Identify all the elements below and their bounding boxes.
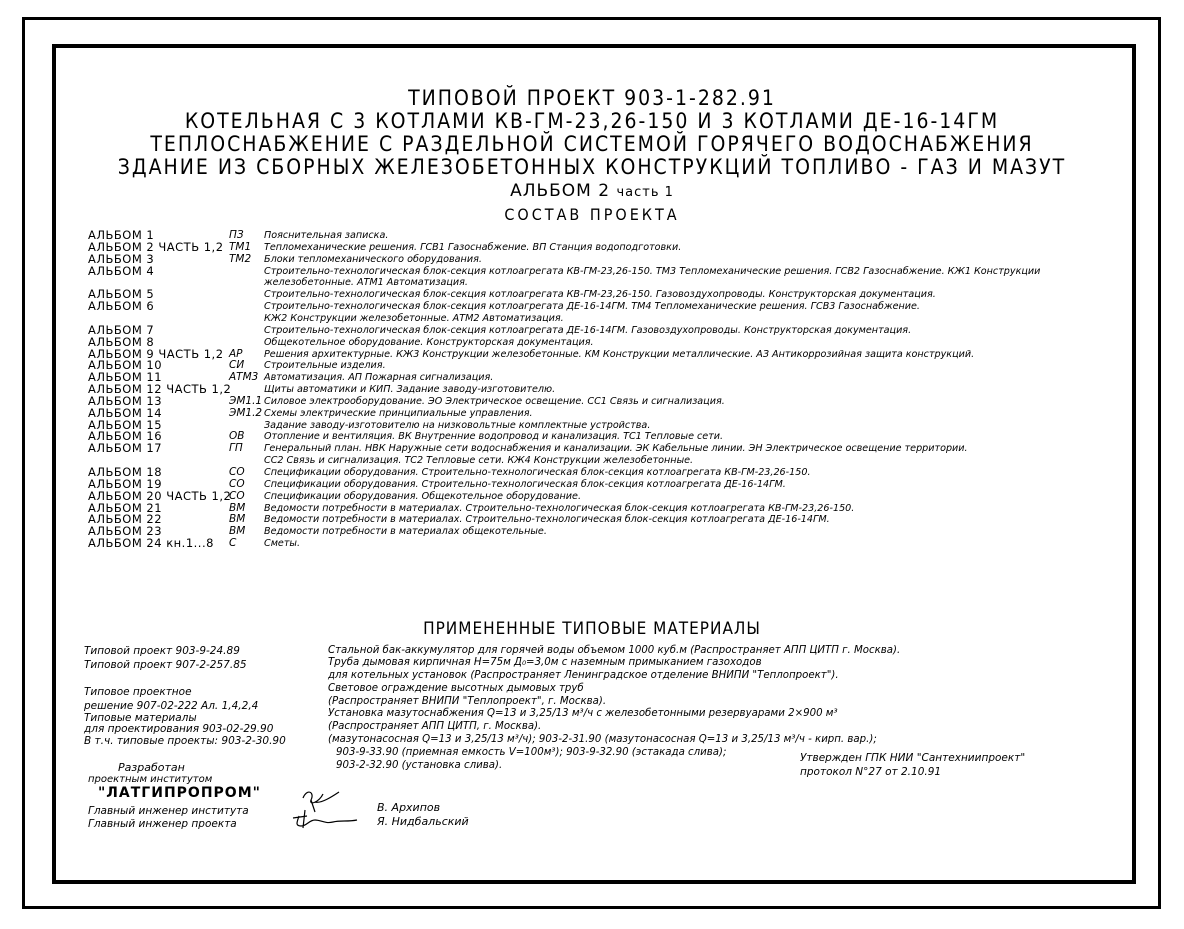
composition-album: АЛЬБОМ 20 ЧАСТЬ 1,2: [88, 488, 232, 503]
composition-code: ВМ: [229, 513, 246, 526]
material-description: (мазутонасосная Q=13 и 3,25/13 м³/ч); 903-2-31.90 (мазутонасосная Q=13 и 3,25/13 м³/ч - кирп. вар.);: [328, 734, 877, 745]
composition-album: АЛЬБОМ 12 ЧАСТЬ 1,2: [88, 382, 232, 396]
composition-description: Строительно-технологическая блок-секция котлоагрегата ДЕ-16-14ГМ. Газовоздухопроводы. Конструкторская документация.: [264, 324, 912, 336]
signature-nidbalsky: [293, 810, 357, 828]
material-reference: Типовые материалы: [84, 712, 197, 724]
composition-code: ВМ: [229, 525, 246, 538]
composition-description: Задание заводу-изготовителю на низковольтные комплектные устройства.: [264, 419, 651, 431]
composition-description: железобетонные. АТМ1 Автоматизация.: [264, 277, 468, 289]
composition-code: ВМ: [229, 501, 246, 514]
project-title: ТИПОВОЙ ПРОЕКТ 903-1-282.91: [408, 86, 776, 110]
composition-code: АТМ3: [229, 371, 259, 384]
material-description: (Распространяет ВНИПИ "Теплопроект", г. Москва).: [328, 696, 607, 707]
composition-album: АЛЬБОМ 1: [88, 228, 155, 242]
album-label: АЛЬБОМ 2: [510, 181, 611, 201]
material-description: Труба дымовая кирпичная Н=75м Д₀=3,0м с наземным примыканием газоходов: [328, 657, 762, 668]
composition-code: С: [229, 537, 237, 550]
composition-album: АЛЬБОМ 6: [88, 299, 155, 314]
developer-label: Разработан: [118, 761, 185, 774]
materials-title: ПРИМЕНЕННЫЕ ТИПОВЫЕ МАТЕРИАЛЫ: [423, 619, 761, 639]
composition-album: АЛЬБОМ 22: [88, 512, 163, 527]
material-description: (Распространяет АПП ЦИТП, г. Москва).: [328, 721, 542, 732]
composition-description: Пояснительная записка.: [264, 230, 389, 241]
composition-album: АЛЬБОМ 18: [88, 465, 163, 479]
material-description: для котельных установок (Распространяет Ленинградское отделение ВНИПИ "Теплопроект").: [328, 670, 839, 681]
composition-album: АЛЬБОМ 8: [88, 334, 155, 349]
signatures: [285, 782, 375, 832]
composition-description: Щиты автоматики и КИП. Задание заводу-изготовителю.: [264, 384, 556, 395]
composition-description: Решения архитектурные. КЖ3 Конструкции железобетонные. КМ Конструкции металлические. АЗ Антикоррозийная защита конструкций.: [264, 348, 975, 360]
composition-description: Ведомости потребности в материалах. Строительно-технологическая блок-секция котлоагрегата ДЕ-16-14ГМ.: [264, 514, 830, 526]
composition-code: ПЗ: [229, 229, 244, 241]
material-reference: В т.ч. типовые проекты: 903-2-30.90: [84, 735, 286, 747]
developer-org: "ЛАТГИПРОПРОМ": [98, 785, 261, 801]
material-description: 903-9-33.90 (приемная емкость V=100м³); 903-9-32.90 (эстакада слива);: [336, 747, 727, 758]
material-reference: Типовой проект 903-9-24.89: [84, 645, 240, 657]
composition-album: АЛЬБОМ 3: [88, 251, 155, 266]
composition-code: СО: [229, 466, 245, 478]
composition-album: АЛЬБОМ 5: [88, 287, 155, 302]
signature-arkhipov: [303, 792, 339, 812]
composition-code: ТМ1: [229, 240, 252, 253]
composition-description: Спецификации оборудования. Строительно-технологическая блок-секция котлоагрегата КВ-ГМ-23,26-150.: [264, 467, 811, 478]
chief-engineer-project-label: Главный инженер проекта: [88, 818, 237, 830]
composition-description: Общекотельное оборудование. Конструкторская документация.: [264, 336, 594, 348]
composition-description: Генеральный план. НВК Наружные сети водоснабжения и канализации. ЭК Кабельные линии. ЭН Электрическое освещение территории.: [264, 443, 968, 455]
composition-album: АЛЬБОМ 13: [88, 393, 163, 408]
material-reference: Типовой проект 907-2-257.85: [84, 659, 247, 671]
composition-album: АЛЬБОМ 24 кн.1...8: [88, 536, 214, 551]
material-reference: для проектирования 903-02-29.90: [84, 723, 274, 735]
composition-description: Строительно-технологическая блок-секция котлоагрегата КВ-ГМ-23,26-150. Газовоздухопроводы. Конструкторская документация.: [264, 289, 936, 301]
album-part: часть 1: [616, 185, 674, 200]
composition-album: АЛЬБОМ 10: [88, 358, 163, 373]
composition-album: АЛЬБОМ 16: [88, 429, 163, 444]
material-description: Световое ограждение высотных дымовых труб: [328, 683, 584, 694]
composition-code: СИ: [229, 359, 245, 372]
composition-code: ТМ2: [229, 252, 252, 265]
composition-album: АЛЬБОМ 23: [88, 524, 163, 539]
composition-code: ГП: [229, 442, 243, 455]
chief-engineer-institute-label: Главный инженер института: [88, 805, 249, 817]
material-description: Установка мазутоснабжения Q=13 и 3,25/13 м³/ч с железобетонными резервуарами 2×900 м³: [328, 708, 838, 719]
composition-description: Блоки тепломеханического оборудования.: [264, 253, 482, 265]
composition-description: Отопление и вентиляция. ВК Внутренние водопровод и канализация. ТС1 Тепловые сети.: [264, 431, 724, 443]
composition-album: АЛЬБОМ 19: [88, 476, 163, 491]
composition-album: АЛЬБОМ 11: [88, 370, 163, 385]
composition-album: АЛЬБОМ 14: [88, 405, 163, 420]
composition-code: ОВ: [229, 430, 245, 443]
composition-album: АЛЬБОМ 4: [88, 263, 155, 278]
developer-institute-label: проектным институтом: [88, 774, 213, 785]
material-reference: решение 907-02-222 Ал. 1,4,2,4: [84, 700, 259, 712]
signatory-name-2: Я. Нидбальский: [377, 815, 469, 828]
approval-line: Утвержден ГПК НИИ "Сантехниипроект": [800, 752, 1026, 764]
composition-description: Тепломеханические решения. ГСВ1 Газоснабжение. ВП Станция водоподготовки.: [264, 241, 682, 253]
composition-code: СО: [229, 477, 245, 490]
composition-code: ЭМ1.2: [229, 406, 263, 419]
composition-description: Ведомости потребности в материалах общекотельные.: [264, 526, 547, 538]
composition-description: КЖ2 Конструкции железобетонные. АТМ2 Автоматизация.: [264, 312, 564, 324]
material-reference: Типовое проектное: [84, 686, 192, 698]
composition-description: Строительные изделия.: [264, 360, 386, 372]
composition-description: Ведомости потребности в материалах. Строительно-технологическая блок-секция котлоагрегата КВ-ГМ-23,26-150.: [264, 502, 855, 514]
composition-code: СО: [229, 489, 245, 502]
composition-code: АР: [229, 347, 243, 360]
material-description: 903-2-32.90 (установка слива).: [336, 760, 503, 771]
composition-album: АЛЬБОМ 21: [88, 500, 163, 515]
composition-description: СС2 Связь и сигнализация. ТС2 Тепловые сети. КЖ4 Конструкции железобетонные.: [264, 455, 694, 467]
composition-description: Автоматизация. АП Пожарная сигнализация.: [264, 372, 494, 384]
composition-code: ЭМ1.1: [229, 394, 263, 407]
composition-description: Схемы электрические принципиальные управления.: [264, 407, 533, 419]
composition-album: АЛЬБОМ 15: [88, 417, 163, 432]
composition-description: Спецификации оборудования. Строительно-технологическая блок-секция котлоагрегата ДЕ-16-14ГМ.: [264, 478, 786, 490]
signatory-name-1: В. Архипов: [377, 801, 441, 814]
approval-protocol: протокол N°27 от 2.10.91: [800, 766, 942, 778]
composition-description: Строительно-технологическая блок-секция котлоагрегата КВ-ГМ-23,26-150. ТМ3 Тепломеханические решения. ГСВ2 Газоснабжение. КЖ1 Конструкции: [264, 265, 1041, 277]
composition-description: Спецификации оборудования. Общекотельное оборудование.: [264, 490, 581, 502]
project-subtitle-boilers: КОТЕЛЬНАЯ С 3 КОТЛАМИ КВ-ГМ-23,26-150 И 3 КОТЛАМИ ДЕ-16-14ГМ: [184, 109, 1000, 133]
composition-description: Строительно-технологическая блок-секция котлоагрегата ДЕ-16-14ГМ. ТМ4 Тепломеханические решения. ГСВ3 Газоснабжение.: [264, 301, 920, 313]
composition-album: АЛЬБОМ 17: [88, 441, 163, 456]
composition-description: Силовое электрооборудование. ЭО Электрическое освещение. СС1 Связь и сигнализация.: [264, 395, 725, 407]
album-heading: [0, 181, 1184, 201]
composition-album: АЛЬБОМ 7: [88, 322, 155, 337]
project-subtitle-building: ЗДАНИЕ ИЗ СБОРНЫХ ЖЕЛЕЗОБЕТОННЫХ КОНСТРУКЦИЙ ТОПЛИВО - ГАЗ И МАЗУТ: [117, 155, 1067, 179]
material-description: Стальной бак-аккумулятор для горячей воды объемом 1000 куб.м (Распространяет АПП ЦИТП г. Москва).: [328, 645, 901, 656]
composition-description: Сметы.: [264, 538, 301, 550]
composition-title: СОСТАВ ПРОЕКТА: [504, 205, 680, 224]
composition-album: АЛЬБОМ 2 ЧАСТЬ 1,2: [88, 239, 224, 254]
composition-album: АЛЬБОМ 9 ЧАСТЬ 1,2: [88, 346, 224, 361]
project-subtitle-heating: ТЕПЛОСНАБЖЕНИЕ С РАЗДЕЛЬНОЙ СИСТЕМОЙ ГОРЯЧЕГО ВОДОСНАБЖЕНИЯ: [150, 132, 1034, 156]
